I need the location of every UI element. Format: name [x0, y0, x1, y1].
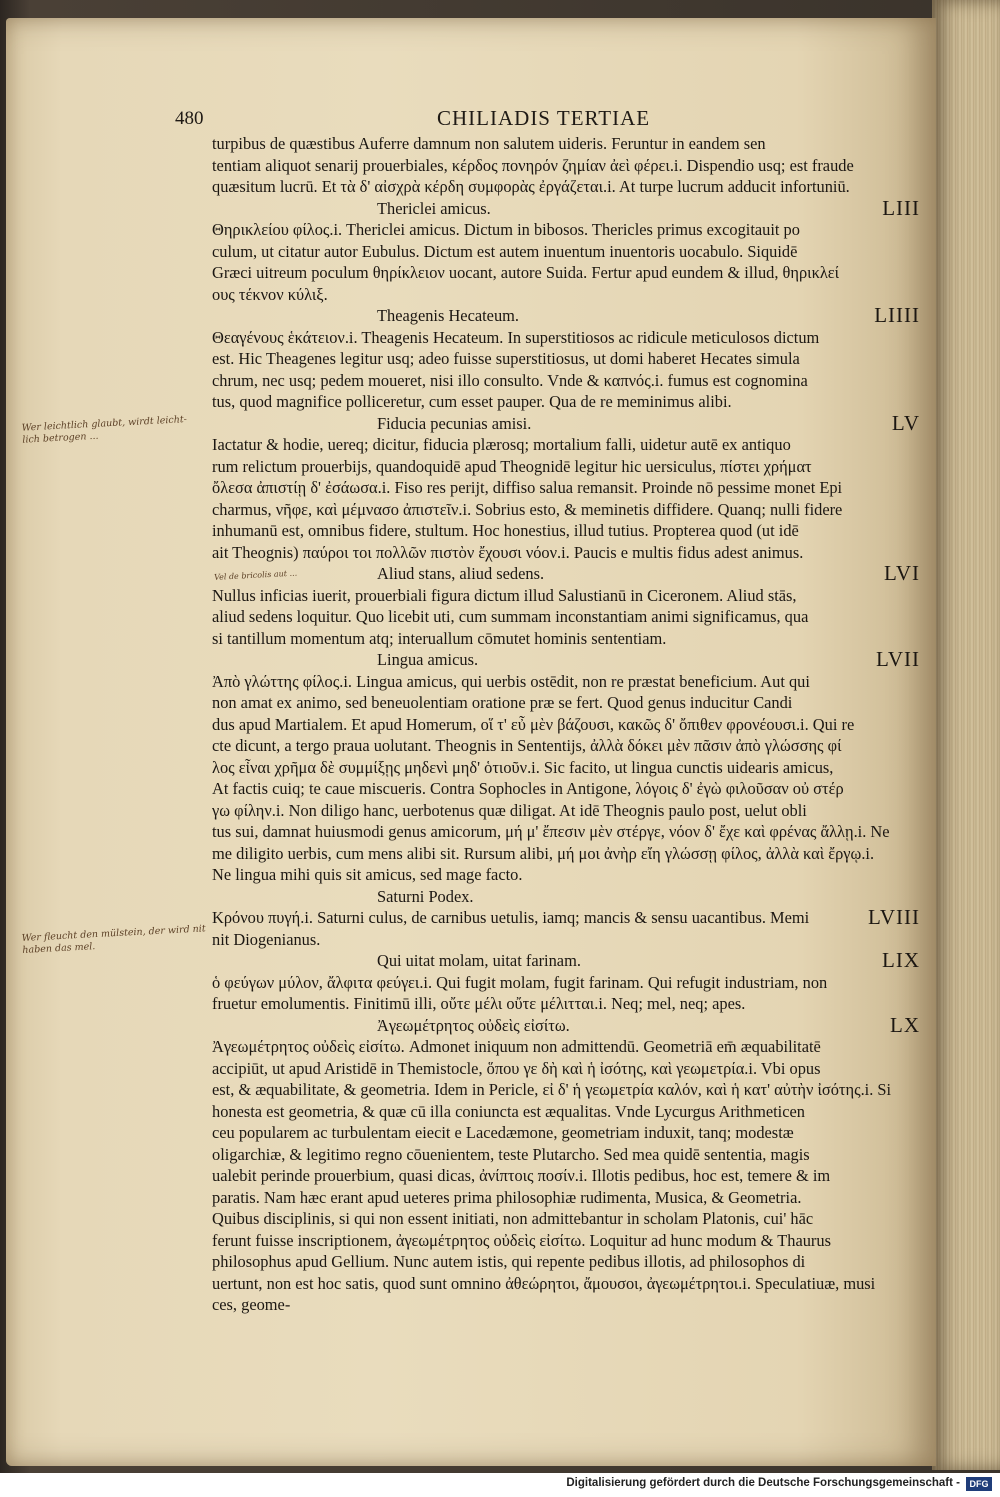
- line-text: tentiam aliquot senarij prouerbiales, κέρδος πονηρόν ζημίαν ἀεὶ φέρει.i. Dispendio usq; est fraude: [212, 155, 854, 175]
- line-text: inhumanū est, omnibus fidere, stultum. Hoc honestius, illud tutius. Propterea quod (ut idē: [212, 521, 799, 540]
- line-text: paratis. Nam hæc erant apud ueteres prima philosophiæ rudimenta, Musica, & Geometria.: [212, 1187, 802, 1207]
- text-line: [212, 1165, 924, 1187]
- running-title: CHILIADIS TERTIAE: [437, 106, 651, 130]
- adage-number: LX: [890, 1014, 920, 1036]
- page-number: 480: [175, 108, 204, 129]
- line-text: tus, quod magnifice polliceretur, cum esset pauper. Qua de re meminimus alibi.: [212, 392, 732, 411]
- page-edges: [932, 0, 1000, 1470]
- text-line: [212, 972, 924, 994]
- marginal-note-1: Wer leichtlich glaubt, wirdt leicht- lich betrogen ...: [21, 414, 188, 446]
- text-line: [212, 133, 924, 155]
- text-line: [212, 391, 924, 413]
- line-text: Aliud stans, aliud sedens.: [377, 564, 545, 583]
- line-text: Quibus disciplinis, si qui non essent initiati, non admittebantur in scholam Platonis, cui' hāc: [212, 1209, 814, 1228]
- text-line: [212, 477, 924, 499]
- text-line: [212, 1251, 924, 1273]
- line-text: ὁ φεύγων μύλον, ἄλφιτα φεύγει.i. Qui fugit molam, fugit farinam. Qui refugit industriam, non: [212, 972, 828, 992]
- text-line: [212, 284, 924, 306]
- text-line: [212, 1036, 924, 1058]
- text-line: [212, 1079, 924, 1101]
- line-text: At factis cuiq; te caue miscueris. Contra Sophocles in Antigone, λόγοις δ' ἐγὼ φιλοῦσαν οὐ στέρ: [212, 779, 844, 798]
- line-text: accipiūt, ut apud Aristidē in Themistocle, ὅπου γε δὴ καὶ ἡ ἰσότης, καὶ γεωμετρία.i. Vbi opus: [212, 1058, 821, 1078]
- text-line: [212, 456, 924, 478]
- line-text: ceu popularem ac turbulentam eiecit e Lacedæmone, geometriam induxit, tanq; modestæ: [212, 1123, 794, 1142]
- line-text: Ne lingua mihi quis sit amicus, sed mage facto.: [212, 865, 523, 884]
- text-line: [212, 714, 924, 736]
- footer-credit: Digitalisierung gefördert durch die Deutsche Forschungsgemeinschaft -: [566, 1477, 960, 1489]
- line-text: me diligito uerbis, cum mens alibi sit. Rursum alibi, μή μοι ἀνὴρ εἴη γλώσσῃ φίλος, ἀλλὰ καὶ ἔργῳ.i.: [212, 843, 875, 863]
- page-header: [175, 104, 895, 134]
- text-line: [212, 1144, 924, 1166]
- text-line: [212, 1101, 924, 1123]
- adage-number: LVIII: [867, 907, 920, 929]
- line-text: culum, ut citatur autor Eubulus. Dictum est autem inuentum inuentoris uocabulo. Siquidē: [212, 241, 798, 261]
- line-text: oligarchiæ, & legitimo regno cōuenientem, teste Plutarcho. Sed mea quidē sententia, magis: [212, 1144, 810, 1164]
- text-line: [212, 241, 924, 263]
- text-line: [212, 542, 924, 564]
- adage-number: LV: [891, 412, 920, 434]
- text-line: [212, 778, 924, 800]
- line-text: Θεαγένους ἑκάτειον.i. Theagenis Hecateum. In superstitiosos ac ridicule meticulosos dictum: [212, 327, 820, 347]
- line-text: est. Hic Theagenes legitur usq; adeo fuisse superstitiosus, ut domi haberet Hecates simula: [212, 349, 800, 368]
- line-text: ους τέκνον κύλιξ.: [212, 284, 328, 304]
- adage-number: LVI: [883, 563, 920, 585]
- text-line: [212, 692, 924, 714]
- text-line: [212, 348, 924, 370]
- line-text: Saturni Podex.: [377, 886, 474, 906]
- line-text: fruetur emolumentis. Finitimū illi, οὔτε μέλι οὔτε μέλιτται.i. Neq; mel, neq; apes.: [212, 994, 746, 1013]
- adage-number: LIX: [882, 950, 920, 972]
- line-text: chrum, nec usq; pedem moueret, nisi illo consulto. Vnde & καπνός.i. fumus est cognomina: [212, 370, 808, 390]
- marginal-note-2: Wer fleucht den mülstein, der wird nit haben das mel.: [21, 923, 206, 956]
- text-line: [212, 1187, 924, 1209]
- text-line: [212, 219, 924, 241]
- text-line: [212, 628, 924, 650]
- adage-number: LIIII: [874, 305, 920, 327]
- line-text: non amat ex animo, sed beneuolentiam oratione præ se fert. Quod genus inducitur Candi: [212, 693, 793, 712]
- line-text: dus apud Martialem. Et apud Homerum, οἵ τ' εὖ μὲν βάζουσι, κακῶς δ' ὄπιθεν φρονέουσι.i. Qui re: [212, 714, 855, 734]
- line-text: Θηρικλείου φίλος.i. Thericlei amicus. Dictum in bibosos. Thericles primus excogitauit po: [212, 220, 800, 239]
- text-line: [212, 370, 924, 392]
- line-text: charmus, νῆφε, καὶ μέμνασο ἀπιστεῖν.i. Sobrius esto, & meminetis diffidere. Quanq; nulli fidere: [212, 499, 843, 519]
- text-line: [212, 821, 924, 843]
- dfg-logo: DFG: [966, 1477, 992, 1491]
- line-text: ferunt fuisse inscriptionem, ἀγεωμέτρητος οὐδεὶς εἰσίτω. Loquitur ad hunc modum & Thaurus: [212, 1230, 831, 1250]
- text-line: [212, 155, 924, 177]
- adage-number: LVII: [875, 649, 920, 671]
- text-block: [212, 133, 924, 1316]
- marginal-note-3: Vel de bricolis aut ...: [213, 568, 298, 582]
- text-line: [212, 1058, 924, 1080]
- text-line: [212, 434, 924, 456]
- text-line: [212, 499, 924, 521]
- text-line: [212, 907, 924, 929]
- text-line: [212, 327, 924, 349]
- line-text: Fiducia pecunias amisi.: [377, 413, 532, 433]
- line-text: aliud sedens loquitur. Quo licebit uti, cum summam inconstantiam animi significamus, qua: [212, 607, 809, 626]
- line-text: si tantillum momentum atq; interuallum cōmutet hominis sententiam.: [212, 628, 667, 648]
- text-line: [212, 176, 924, 198]
- text-line: [212, 993, 924, 1015]
- line-text: quæsitum lucrū. Et τὰ δ' αἰσχρὰ κέρδη συμφορὰς ἐργάζεται.i. At turpe lucrum adducit infortuniū.: [212, 177, 850, 196]
- line-text: γω φίλην.i. Non diligo hanc, uerbotenus quæ diligat. At idē Theognis paulo post, uelut obli: [212, 800, 807, 820]
- adage-heading: [212, 950, 924, 972]
- line-text: Qui uitat molam, uitat farinam.: [377, 951, 581, 970]
- text-line: [212, 929, 924, 951]
- text-line: [212, 671, 924, 693]
- text-line: [212, 1208, 924, 1230]
- adage-heading: [212, 1015, 924, 1037]
- line-text: cte dicunt, a tergo praua uolutant. Theognis in Sententijs, ἀλλὰ δόκει μὲν πᾶσιν ἀπὸ γλώσσης φί: [212, 736, 842, 755]
- text-line: [212, 520, 924, 542]
- line-text: ὄλεσα ἀπιστίῃ δ' ἐσάωσα.i. Fiso res perijt, diffiso salua remansit. Proinde nō pessime monet Epi: [212, 478, 843, 497]
- text-line: [212, 1122, 924, 1144]
- line-text: rum relictum prouerbijs, quandoquidē apud Theognidē legitur hic uersiculus, πίστει χρήματ: [212, 456, 812, 476]
- adage-heading: [212, 649, 924, 671]
- line-text: Ἀγεωμέτρητος οὐδεὶς εἰσίτω. Admonet iniquum non admittendū. Geometriā em̄ æquabilitatē: [212, 1037, 821, 1056]
- text-line: [212, 1273, 924, 1295]
- line-text: Theagenis Hecateum.: [377, 306, 519, 325]
- line-text: ait Theognis) παύροι τοι πολλῶν πιστὸν ἔχουσι νόον.i. Paucis e multis fidus adest animus.: [212, 542, 804, 562]
- line-text: Græci uitreum poculum θηρίκλειον uocant, autore Suida. Fertur apud eundem & illud, θηρικλεί: [212, 263, 840, 282]
- text-line: [212, 262, 924, 284]
- text-line: [212, 800, 924, 822]
- line-text: philosophus apud Gellium. Nunc autem istis, qui repente pedibus illotis, ad philosophos di: [212, 1252, 806, 1271]
- adage-number: LIII: [882, 197, 920, 219]
- line-text: tus sui, damnat huiusmodi genus amicorum, μή μ' ἔπεσιν μὲν στέργε, νόον δ' ἔχε καὶ φρένας ἄλλῃ.i. Ne: [212, 822, 890, 841]
- line-text: Κρόνου πυγή.i. Saturni culus, de carnibus uetulis, iamq; mancis & sensu uacantibus. Memi: [212, 908, 810, 927]
- line-text: Ἀπὸ γλώττης φίλος.i. Lingua amicus, qui uerbis ostēdit, non re præstat beneficium. Aut qui: [212, 671, 810, 691]
- text-line: [212, 1230, 924, 1252]
- line-text: Iactatur & hodie, uereq; dicitur, fiducia plærosq; mortalium falli, uidetur autē ex antiquo: [212, 435, 791, 454]
- text-line: [212, 585, 924, 607]
- adage-heading: [212, 198, 924, 220]
- line-text: Nullus inficias iuerit, prouerbiali figura dictum illud Salustianū in Ciceronem. Aliud stās,: [212, 585, 797, 605]
- line-text: Ἀγεωμέτρητος οὐδεὶς εἰσίτω.: [377, 1015, 570, 1035]
- line-text: est, & æquabilitate, & geometria. Idem in Pericle, εἰ δ' ἡ γεωμετρία καλόν, καὶ ἡ κατ' αὐτὴν ἰσότης.i. Si: [212, 1080, 892, 1099]
- line-text: Lingua amicus.: [377, 650, 479, 669]
- text-line: [212, 864, 924, 886]
- line-text: turpibus de quæstibus Auferre damnum non salutem uideris. Feruntur in eandem sen: [212, 134, 766, 153]
- text-line: [212, 735, 924, 757]
- line-text: ces, geome-: [212, 1295, 291, 1314]
- line-text: ualebit perinde prouerbium, quasi dicas, ἀνίπτοις ποσίν.i. Illotis pedibus, hoc est, temere & im: [212, 1166, 831, 1185]
- adage-heading: [212, 886, 924, 908]
- text-line: [212, 606, 924, 628]
- text-line: [212, 1294, 924, 1316]
- line-text: Therіclei amicus.: [377, 198, 491, 218]
- text-line: [212, 757, 924, 779]
- line-text: λος εἶναι χρῆμα δὲ συμμίξῃς μηδενὶ μηδ' ὁτιοῦν.i. Sic facito, ut lingua cunctis uidearis amicus,: [212, 757, 834, 777]
- adage-heading: [212, 413, 924, 435]
- adage-heading: [212, 305, 924, 327]
- footer-bar: [0, 1473, 1000, 1497]
- line-text: uertunt, non est hoc satis, quod sunt omnino ἀθεώρητοι, ἄμουσοι, ἀγεωμέτρητοι.i. Speculatiuæ, musi: [212, 1273, 876, 1293]
- text-line: [212, 843, 924, 865]
- line-text: nit Diogenianus.: [212, 929, 321, 949]
- line-text: honesta est geometria, & quæ cū illa coniuncta est æqualitas. Vnde Lycurgus Arithmeticen: [212, 1101, 805, 1121]
